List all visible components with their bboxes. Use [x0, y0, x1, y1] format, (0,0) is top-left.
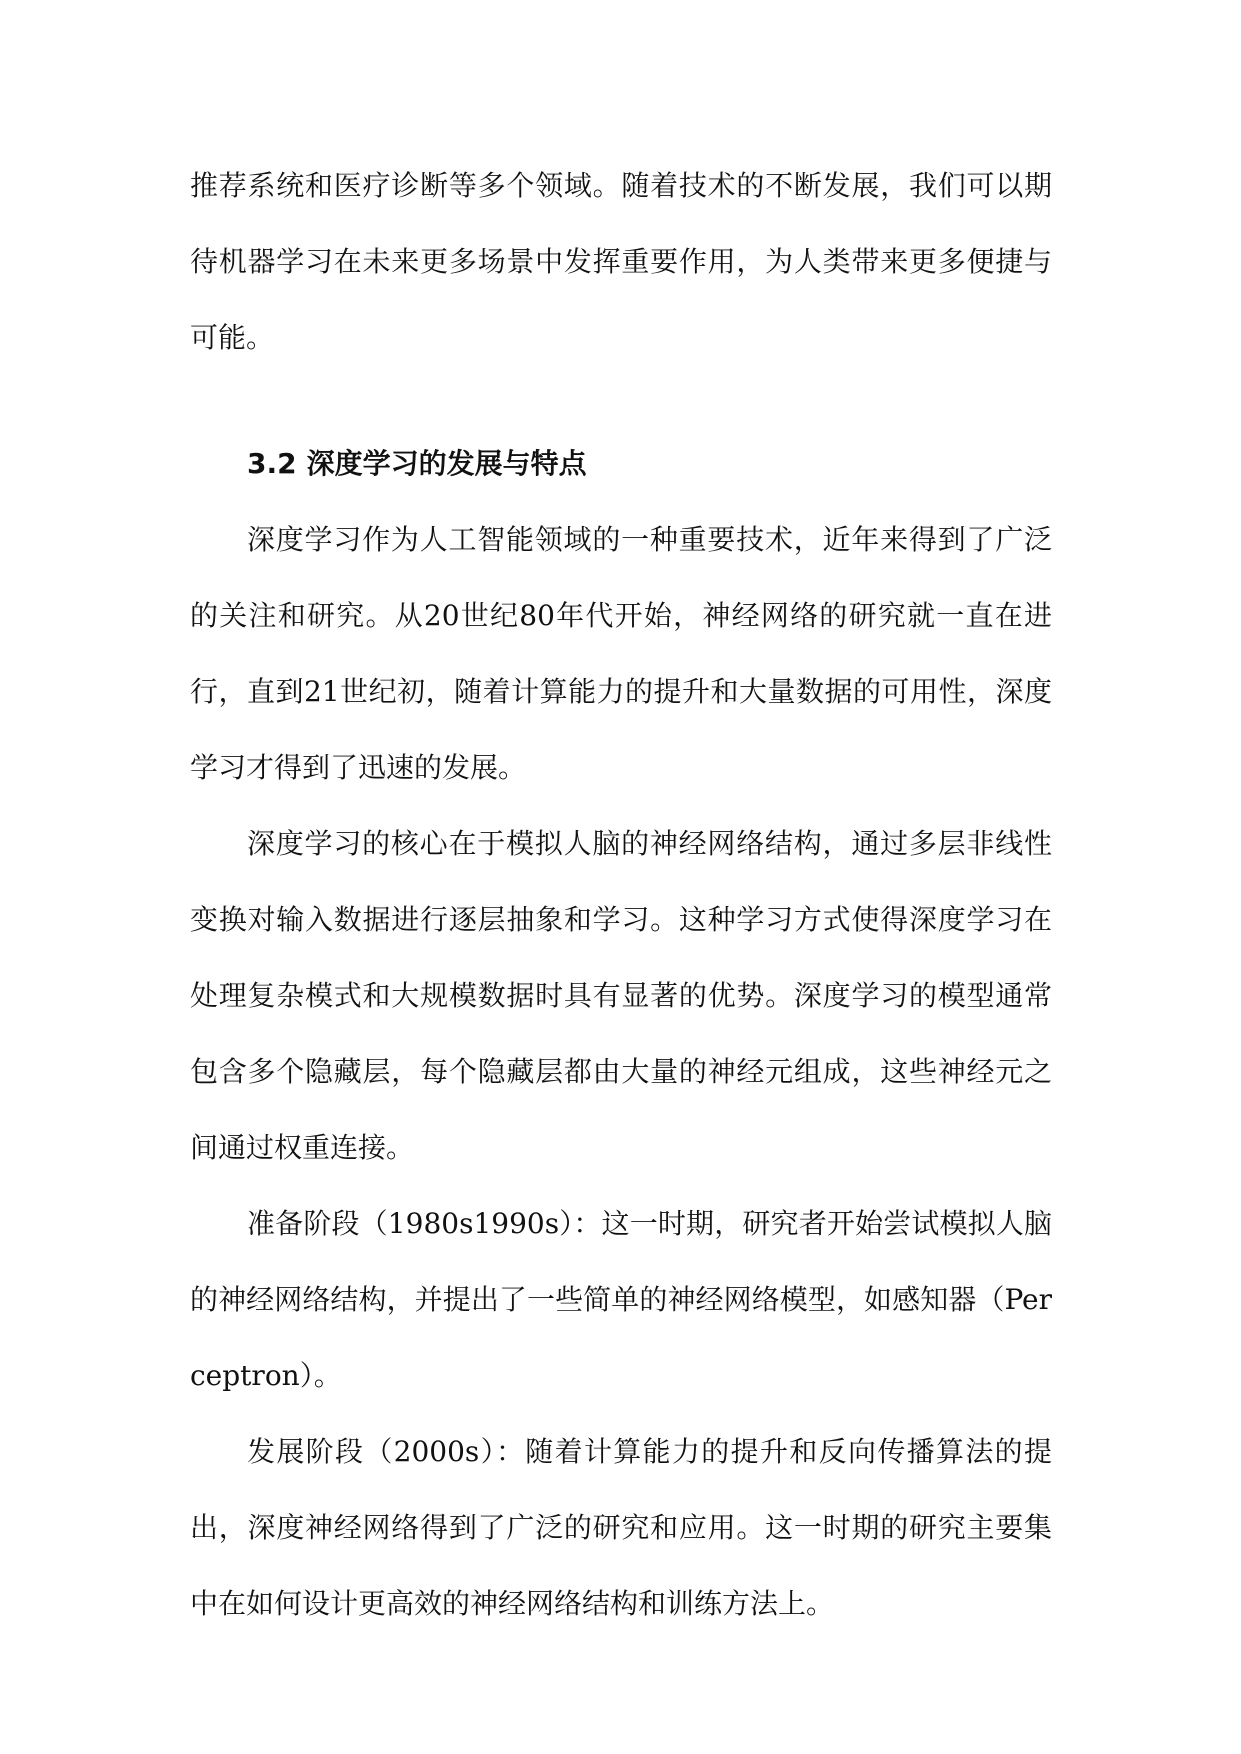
section-heading [190, 426, 1052, 502]
paragraph-continuation: 推荐系统和医疗诊断等多个领域。随着技术的不断发展，我们可以期待机器学习在未来更多场景中发挥重要作用，为人类带来更多便捷与可能。 [190, 169, 1052, 354]
paragraph-3: 准备阶段（1980s1990s）：这一时期，研究者开始尝试模拟人脑的神经网络结构，并提出了一些简单的神经网络模型，如感知器（Perceptron）。 [190, 1207, 1052, 1392]
paragraph-4: 发展阶段（2000s）：随着计算能力的提升和反向传播算法的提出，深度神经网络得到了广泛的研究和应用。这一时期的研究主要集中在如何设计更高效的神经网络结构和训练方法上。 [190, 1435, 1052, 1620]
document-body [190, 148, 1052, 1642]
paragraph-1: 深度学习作为人工智能领域的一种重要技术，近年来得到了广泛的关注和研究。从20世纪80年代开始，神经网络的研究就一直在进行，直到21世纪初，随着计算能力的提升和大量数据的可用性，深度学习才得到了迅速的发展。 [190, 523, 1052, 784]
paragraph-2: 深度学习的核心在于模拟人脑的神经网络结构，通过多层非线性变换对输入数据进行逐层抽象和学习。这种学习方式使得深度学习在处理复杂模式和大规模数据时具有显著的优势。深度学习的模型通常包含多个隐藏层，每个隐藏层都由大量的神经元组成，这些神经元之间通过权重连接。 [190, 827, 1052, 1164]
section-title: 深度学习的发展与特点 [306, 447, 587, 480]
section-number: 3.2 [247, 447, 297, 480]
